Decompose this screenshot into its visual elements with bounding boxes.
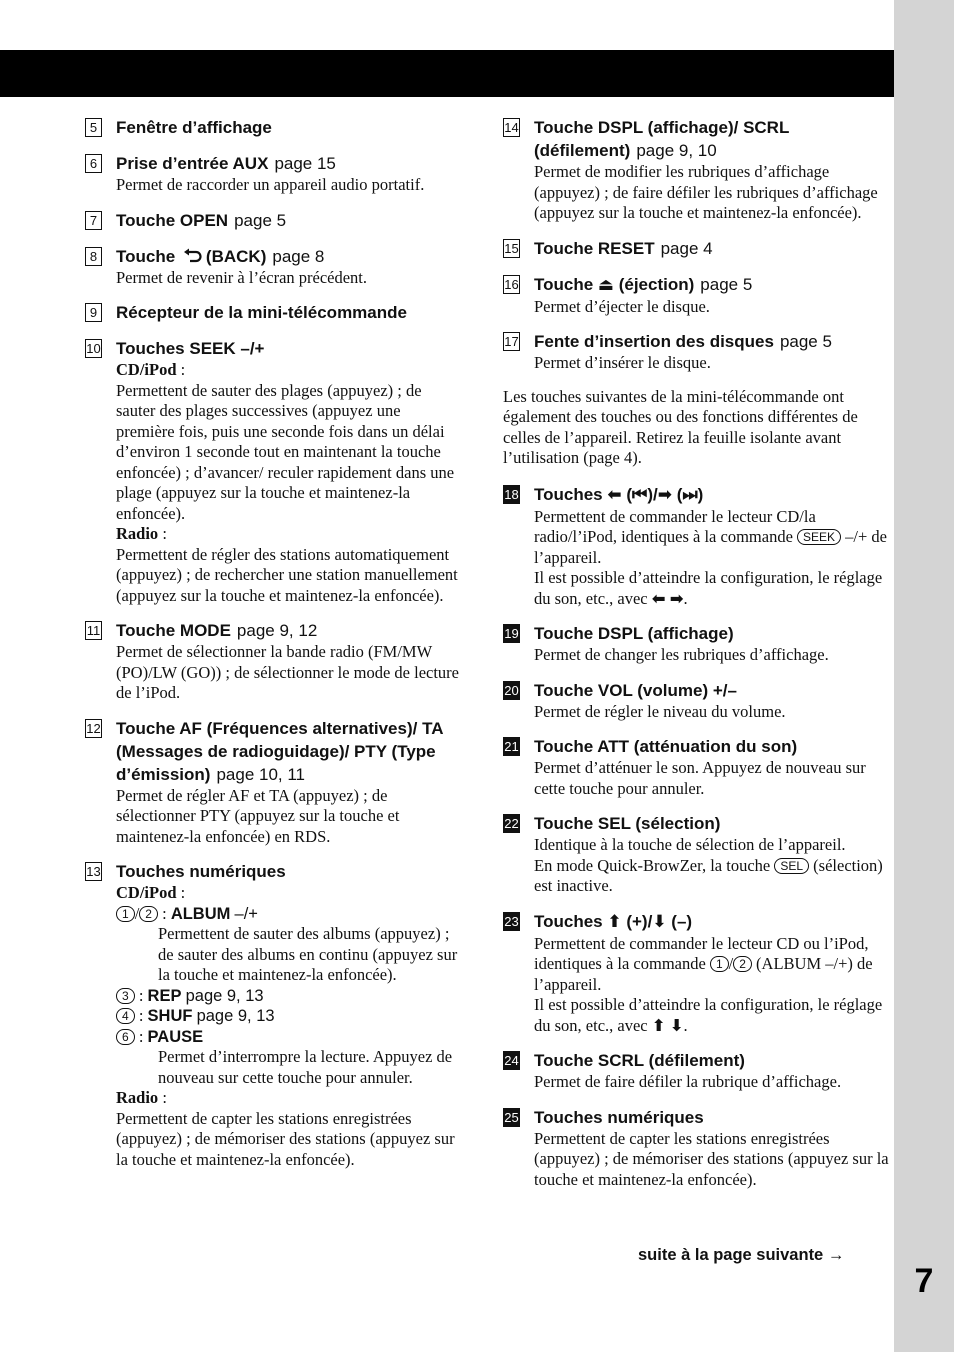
item-desc: Permettent de sauter des albums (appuyez) ; de sauter des albums en continu (appuyez sur la touche et maintenez-la enfoncée). [158,924,458,984]
right-arrow-icon: ➡ [669,588,684,608]
item-22 [503,812,889,897]
item-10: 10 Touches SEEK –/+ CD/iPod : Permettent de sauter des plages (appuyez) ; de sauter des plages successives (appuyez une première fois, puis une seconde fois dans un délai d’environ 1 seconde tout en maintenant la touche enfoncée) ; d’avancer/ reculer rapidement dans une plage (appuyez sur la touche et maintenez-la enfoncée). Radio : Permettent de régler des stations automatiquement (appuyez) ; de rechercher une station manuellement (appuyez sur la touche et maintenez-la enfoncée). [85,337,463,606]
item-18: 18 Touches ⬅ (⏮)/➡ (⏭) Permettent de commander le lecteur CD/la radio/l’iPod, identiques à la commande SEEK –/+ de l’appareil. Il est possible d’atteindre la configuration, le réglage du son, etc., avec ⬅ ➡. [504,484,888,608]
key-3: 3 [116,988,135,1004]
key-2: 2 [733,956,752,972]
page-ref: page 9, 10 [636,141,717,160]
item-title: Touche SCRL (défilement) [534,1051,745,1070]
item-number: 12 [86,720,101,736]
item-17 [503,330,889,374]
item-desc: Permet d’éjecter le disque. [534,296,710,316]
item-title: Touche DSPL (affichage) [534,624,734,643]
item-number: 8 [85,247,102,266]
item-number: 20 [504,682,519,698]
item-desc: Permet de modifier les rubriques d’affichage (appuyez) ; de faire défiler les rubriques d’affichage (appuyez sur la touche et maintenez-la enfoncée). [534,162,878,222]
item-desc: Il est possible d’atteindre la configuration, le réglage du son, etc., avec [534,995,883,1035]
header-bar [0,50,894,97]
item-title: Touche RESET [534,238,655,258]
previous-track-icon: ⏮ [632,484,648,505]
key-1: 1 [116,906,135,922]
key-6: 6 [116,1029,135,1045]
item-title: Fenêtre d’affichage [116,118,272,137]
item-number: 16 [504,276,519,292]
item-number: 11 [86,623,101,638]
item-desc: Permet d’insérer le disque. [534,353,711,372]
mode-label: Radio [116,1088,159,1107]
item-number: 18 [504,486,519,502]
item-desc-suffix: (ALBUM –/+) de l’appareil. [534,954,873,994]
item-title: Touche SEL (sélection) [534,814,721,833]
item-number: 6 [85,154,102,173]
mode-label: CD/iPod [116,360,177,379]
item-desc: Permettent de sauter des plages (appuyez) ; de sauter des plages successives (appuyez une première fois, puis une seconde fois dans un délai d’environ 1 seconde tout en maintenant la touche enfoncée) ; d’avancer/ reculer rapidement dans une plage (appuyez sur la touche et maintenez-la enfoncée). [116,380,455,523]
function-label: PAUSE [147,1027,204,1046]
mode-label: Radio [116,524,159,543]
item-24 [503,1049,889,1093]
item-desc: Permettent de commander le lecteur CD ou l’iPod, identiques à la commande [534,933,869,973]
side-tab [894,0,954,1352]
item-13: 13 Touches numériques CD/iPod : 1 / 2 : ALBUM –/+ Permettent de sauter des albums (appuyez) ; de sauter des albums en continu (appuyez sur la touche et maintenez-la enfoncée). 3 : REP page 9, 13 4 : SHUF page 9, 13 6 : PAUSE Permet d’interrompre la lecture. Appuyez de nouveau sur cette touche pour annuler. Radio : Permettent de capter les stations enregistrées (appuyez) ; de mémoriser des stations (appuyez sur la touche et maintenez-la enfoncée). [85,860,463,1170]
item-number: 5 [85,118,102,137]
item-title: Récepteur de la mini-télécommande [116,303,407,322]
item-title-suffix: (éjection) [618,274,695,294]
item-desc: Permettent de capter les stations enregistrées (appuyez) ; de mémoriser des stations (appuyez sur la touche et maintenez-la enfoncée). [534,1128,889,1189]
key-1: 1 [710,956,729,972]
item-desc: Permet de sélectionner la bande radio (FM/MW (PO)/LW (GO)) ; de sélectionner le mode de lecture de l’iPod. [116,642,460,702]
item-title: Touche MODE [116,621,231,640]
function-label: SHUF [147,1007,193,1025]
item-number: 15 [504,240,519,256]
item-number: 10 [86,341,101,356]
page-ref: page 5 [234,210,287,230]
item-14 [503,116,889,224]
function-label: REP [147,986,182,1005]
item-19 [503,622,889,666]
item-number: 19 [504,626,519,641]
right-arrow-icon: ➡ [657,484,672,505]
page-ref: page 5 [779,332,832,351]
item-title-suffix: (BACK) [205,246,267,266]
item-12 [85,717,463,848]
item-desc: Identique à la touche de sélection de l’appareil. [534,835,846,854]
item-title: Prise d’entrée AUX [116,154,269,173]
item-desc: Permet de régler le niveau du volume. [534,701,786,721]
item-title: Touche DSPL (affichage)/ SCRL (défilement) [534,118,790,160]
page-ref: page 9, 13 [185,986,264,1005]
page-ref: page 9, 12 [236,621,318,640]
continued-note: suite à la page suivante → [638,1246,845,1264]
up-arrow-icon: ⬆ [651,1015,666,1035]
item-desc: Il est possible d’atteindre la configuration, le réglage du son, etc., avec [534,568,883,608]
item-desc: Permet de revenir à l’écran précédent. [116,267,368,287]
item-title: Touches numériques [116,862,286,881]
item-23: 23 Touches ⬆ (+)/⬇ (–) Permettent de commander le lecteur CD ou l’iPod, identiques à la commande 1 / 2 (ALBUM –/+) de l’appareil. Il est possible d’atteindre la configuration, le réglage du son, etc., avec ⬆ ⬇. [504,911,883,1035]
item-6 [85,152,463,196]
item-desc: Permettent de capter les stations enregistrées (appuyez) ; de mémoriser des stations (appuyez sur la touche et maintenez-la enfoncée). [116,1108,455,1169]
item-11 [85,619,463,704]
item-desc: Permettent de régler des stations automatiquement (appuyez) ; de rechercher une station manuellement (appuyez sur la touche et maintenez-la enfoncée). [116,544,458,605]
page-ref: page 4 [660,238,713,258]
item-desc: Permet d’atténuer le son. Appuyez de nouveau sur cette touche pour annuler. [534,758,866,798]
item-desc-suffix: –/+ de l’appareil. [534,527,888,567]
item-desc: En mode Quick-BrowZer, la touche [534,855,771,875]
item-desc: Permet de changer les rubriques d’affichage. [534,645,829,664]
item-5 [85,116,463,139]
item-title: Touches SEEK –/+ [116,339,265,358]
page-number: 7 [914,1262,934,1300]
left-column [85,116,463,1183]
item-number: 21 [504,739,519,754]
item-title: Touches [534,911,603,931]
function-suffix: –/+ [234,904,258,923]
item-number: 14 [504,120,519,135]
sel-key: SEL [774,858,809,874]
item-desc: Permet de régler AF et TA (appuyez) ; de sélectionner PTY (appuyez sur la touche et maintenez-la enfoncée) en RDS. [116,785,400,846]
eject-icon: ⏏ [597,274,614,295]
item-desc: Permet de raccorder un appareil audio portatif. [116,175,425,194]
item-title: Touche AF (Fréquences alternatives)/ TA (Messages de radioguidage)/ PTY (Type d’émission) [116,718,443,784]
item-title: Touche [534,274,594,294]
back-arrow-icon [183,248,203,264]
next-track-icon: ⏭ [682,484,698,505]
item-desc: Permettent de commander le lecteur CD/la radio/l’iPod, identiques à la commande [534,506,816,546]
page-ref: page 10, 11 [216,764,306,784]
item-title: Touches numériques [534,1107,704,1127]
item-25 [503,1106,889,1191]
item-number: 23 [504,913,519,929]
item-number: 17 [504,334,519,349]
page-ref: page 5 [700,274,753,294]
key-2: 2 [139,906,158,922]
item-number: 22 [504,816,519,831]
page-ref: page 15 [274,154,336,173]
item-title: Fente d’insertion des disques [534,332,774,351]
item-desc-suffix: (sélection) est inactive. [534,855,883,895]
item-number: 24 [504,1053,519,1068]
up-arrow-icon: ⬆ [607,911,622,932]
left-arrow-icon: ⬅ [651,588,666,608]
item-desc: Permet de faire défiler la rubrique d’affichage. [534,1072,842,1091]
item-15 [503,237,889,260]
item-21 [503,735,889,799]
item-number: 7 [85,211,102,230]
item-20 [503,679,889,723]
key-4: 4 [116,1008,135,1024]
item-number: 13 [86,864,101,879]
mode-label: CD/iPod [116,883,177,902]
intro-paragraph: Les touches suivantes de la mini-télécommande ont également des touches ou des fonctions différentes de celles de l’appareil. Retirez la feuille isolante avant l’utilisation (page 4). [503,386,858,467]
page-ref: page 8 [272,246,325,266]
item-8 [85,245,463,289]
item-title: Touche ATT (atténuation du son) [534,737,798,756]
seek-key: SEEK [797,529,841,545]
item-number: 25 [504,1109,519,1125]
item-9 [85,301,463,324]
page-ref: page 9, 13 [196,1007,275,1025]
item-title: Touche VOL (volume) +/– [534,680,737,700]
item-16 [503,273,889,318]
item-title: Touche [116,246,176,266]
item-title: Touche OPEN [116,210,229,230]
item-7 [85,209,463,232]
down-arrow-icon: ⬇ [669,1015,684,1035]
right-column [503,116,889,1203]
down-arrow-icon: ⬇ [652,911,667,932]
function-label: ALBUM [170,904,231,923]
item-desc: Permet d’interrompre la lecture. Appuyez de nouveau sur cette touche pour annuler. [158,1047,453,1087]
item-title: Touches [534,484,603,504]
left-arrow-icon: ⬅ [607,484,622,505]
item-number: 9 [85,303,102,322]
